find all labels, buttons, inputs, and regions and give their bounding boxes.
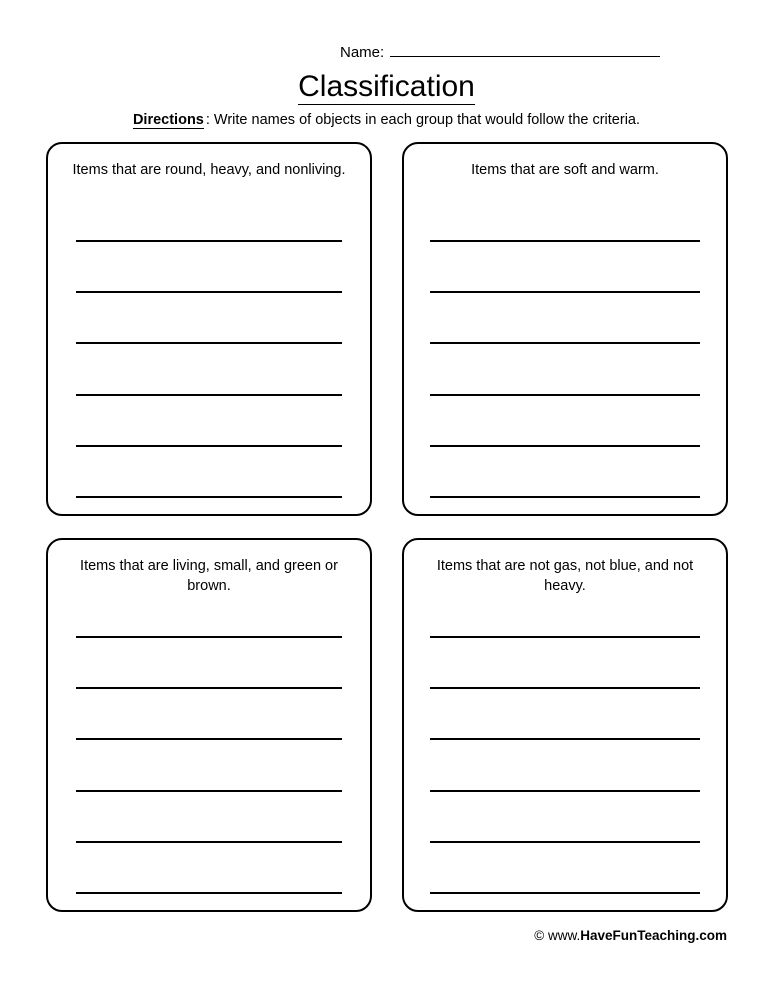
box-caption: Items that are round, heavy, and nonliving. bbox=[72, 162, 346, 178]
directions bbox=[0, 112, 773, 128]
answer-line[interactable] bbox=[430, 445, 700, 447]
answer-line[interactable] bbox=[76, 394, 342, 396]
answer-line[interactable] bbox=[76, 445, 342, 447]
answer-line[interactable] bbox=[430, 496, 700, 498]
answer-line[interactable] bbox=[76, 636, 342, 638]
box-caption: Items that are not gas, not blue, and not heavy. bbox=[436, 558, 694, 594]
box-caption: Items that are soft and warm. bbox=[471, 162, 659, 178]
answer-line[interactable] bbox=[76, 738, 342, 740]
classification-grid bbox=[46, 142, 728, 912]
answer-line[interactable] bbox=[430, 841, 700, 843]
answer-line[interactable] bbox=[76, 291, 342, 293]
answer-line[interactable] bbox=[76, 342, 342, 344]
answer-line[interactable] bbox=[430, 738, 700, 740]
answer-line[interactable] bbox=[76, 687, 342, 689]
page-title bbox=[0, 70, 773, 104]
name-field-row bbox=[340, 42, 660, 61]
classification-box-1 bbox=[46, 142, 372, 516]
footer-brand: HaveFunTeaching bbox=[580, 928, 696, 943]
answer-lines bbox=[430, 240, 700, 498]
footer-copyright: © www. bbox=[534, 928, 581, 943]
answer-line[interactable] bbox=[430, 342, 700, 344]
answer-line[interactable] bbox=[430, 687, 700, 689]
answer-line[interactable] bbox=[430, 636, 700, 638]
answer-line[interactable] bbox=[430, 790, 700, 792]
page-title-text: Classification bbox=[298, 70, 475, 103]
footer-credit bbox=[534, 928, 727, 943]
directions-text: : Write names of objects in each group that would follow the criteria. bbox=[205, 112, 641, 128]
classification-box-2 bbox=[402, 142, 728, 516]
name-label: Name: bbox=[340, 44, 385, 61]
answer-line[interactable] bbox=[430, 240, 700, 242]
answer-line[interactable] bbox=[76, 892, 342, 894]
classification-box-3 bbox=[46, 538, 372, 912]
answer-line[interactable] bbox=[430, 291, 700, 293]
answer-lines bbox=[76, 240, 342, 498]
answer-line[interactable] bbox=[76, 496, 342, 498]
answer-line[interactable] bbox=[430, 394, 700, 396]
answer-line[interactable] bbox=[76, 790, 342, 792]
answer-line[interactable] bbox=[76, 841, 342, 843]
classification-box-4 bbox=[402, 538, 728, 912]
answer-lines bbox=[430, 636, 700, 894]
footer-tld: .com bbox=[695, 928, 727, 943]
answer-lines bbox=[76, 636, 342, 894]
answer-line[interactable] bbox=[76, 240, 342, 242]
name-input-line[interactable] bbox=[390, 42, 660, 57]
answer-line[interactable] bbox=[430, 892, 700, 894]
directions-label: Directions bbox=[132, 112, 204, 128]
box-caption: Items that are living, small, and green or brown. bbox=[80, 558, 338, 594]
